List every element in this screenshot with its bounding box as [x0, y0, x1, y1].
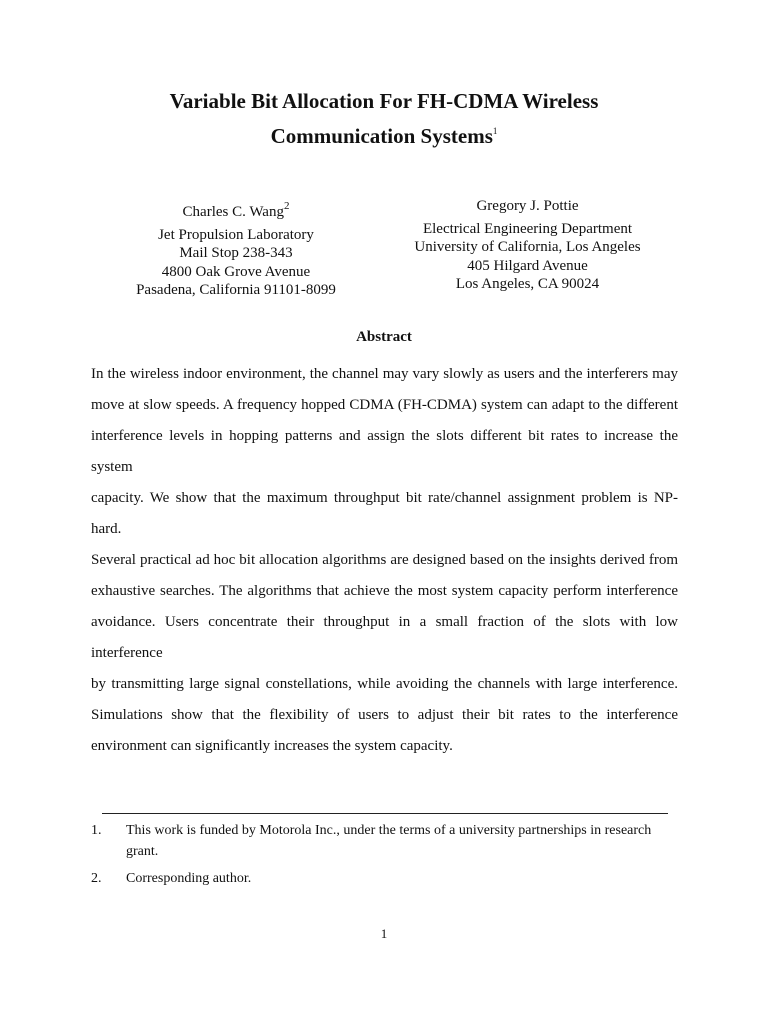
affiliation-line: Electrical Engineering Department [422, 220, 633, 237]
title-footnote-mark: 1 [492, 126, 498, 136]
abstract-line: interference levels in hopping patterns and assign the slots different bit rates to increase the system [91, 428, 678, 475]
affiliation-line: Los Angeles, CA 90024 [455, 276, 600, 292]
footnote-2 [91, 869, 681, 890]
affiliation-line: Jet Propulsion Laboratory [158, 226, 314, 243]
abstract-line: Simulations show that the flexibility of users to adjust their bit rates to the interference [91, 707, 678, 723]
author-footnote-mark: 2 [283, 200, 290, 212]
author-name: Gregory J. Pottie [476, 198, 579, 214]
abstract-line: by transmitting large signal constellations, while avoiding the channels with large interference. [91, 676, 678, 692]
affiliation-line: 405 Hilgard Avenue [467, 257, 588, 274]
affiliation-line: Mail Stop 238-343 [179, 245, 293, 261]
author-block-pottie [380, 197, 675, 294]
footnote-divider [102, 813, 668, 814]
abstract-line: Several practical ad hoc bit allocation algorithms are designed based on the insights derived from [91, 552, 678, 568]
abstract-line: In the wireless indoor environment, the channel may vary slowly as users and the interferers may [91, 366, 678, 382]
affiliation-line: Pasadena, California 91101-8099 [136, 282, 336, 298]
abstract-line: environment can significantly increases the system capacity. [91, 738, 453, 754]
abstract-heading: Abstract [356, 329, 412, 345]
title-line-2-text: Communication Systems [270, 124, 493, 148]
footnote-number: 1. [91, 823, 102, 838]
author-name-text: Charles C. Wang [182, 204, 284, 220]
abstract-line: exhaustive searches. The algorithms that achieve the most system capacity perform interference [91, 583, 678, 599]
title-line-2 [0, 116, 768, 151]
footnote-text: Corresponding author. [126, 871, 252, 886]
affiliation-line: University of California, Los Angeles [414, 239, 641, 255]
title-line-1: Variable Bit Allocation For FH-CDMA Wireless [169, 89, 599, 113]
author-block-wang [96, 197, 376, 300]
abstract-line: move at slow speeds. A frequency hopped CDMA (FH-CDMA) system can adapt to the different [91, 397, 678, 413]
abstract-line: avoidance. Users concentrate their throughput in a small fraction of the slots with low interference [91, 614, 678, 661]
footnote-1 [91, 821, 681, 862]
abstract-line: capacity. We show that the maximum throughput bit rate/channel assignment problem is NP-hard. [91, 490, 678, 537]
footnote-number: 2. [91, 871, 102, 886]
footnote-text: This work is funded by Motorola Inc., under the terms of a university partnerships in research grant. [126, 823, 652, 859]
paper-title [0, 86, 768, 151]
page-number: 1 [380, 926, 388, 941]
affiliation-line: 4800 Oak Grove Avenue [161, 263, 311, 280]
abstract-body [91, 359, 678, 762]
author-name [96, 197, 376, 222]
